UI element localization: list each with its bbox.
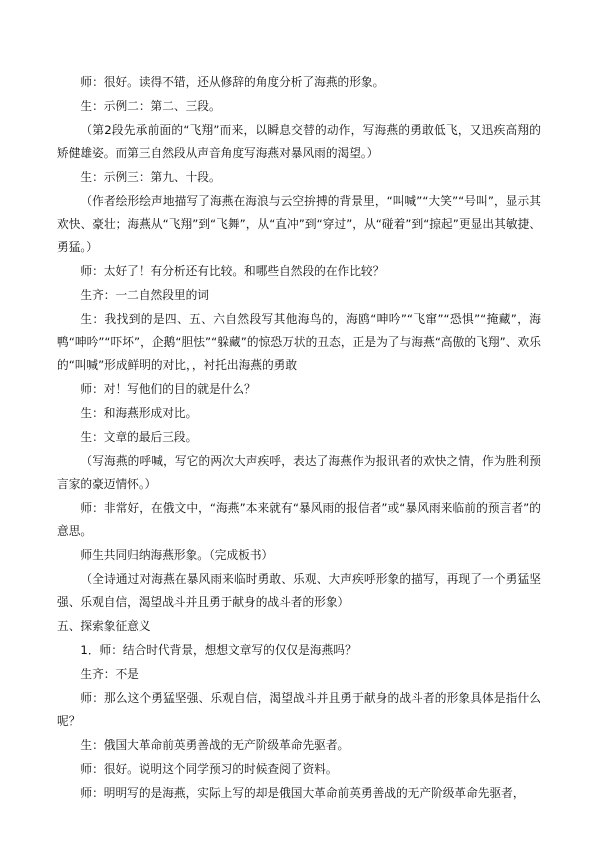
paragraph: 生齐：不是: [80, 667, 139, 681]
paragraph: 生：和海燕形成对比。: [80, 406, 198, 420]
paragraph: 师：非常好，在俄文中，“海燕”本来就有“暴风雨的报信者”或“暴风雨来临前的预言者”的意思。: [57, 501, 541, 538]
paragraph: 1．师：结合时代背景，想想文章写的仅仅是海燕吗？: [80, 643, 357, 657]
paragraph: （第2段先承前面的“飞翔”而来，以瞬息交替的动作，写海燕的勇敢低飞，又迅疾高翔的矫健雄姿。而第三自然段从声音角度写海燕对暴风雨的渴望。）: [57, 123, 541, 160]
paragraph: 师：明明写的是海燕，实际上写的却是俄国大革命前英勇善战的无产阶级革命先驱者，: [80, 786, 525, 800]
paragraph: （写海燕的呼喊，写它的两次大声疾呼，表达了海燕作为报讯者的欢快之情，作为胜利预言家的豪迈情怀。）: [57, 454, 541, 491]
paragraph: （全诗通过对海燕在暴风雨来临时勇敢、乐观、大声疾呼形象的描写，再现了一个勇猛坚强、乐观自信，渴望战斗并且勇于献身的战斗者的形象）: [57, 572, 541, 609]
document-page: [57, 71, 541, 805]
paragraph: （作者绘形绘声地描写了海燕在海浪与云空拚搏的背景里，“叫喊”“大笑”“号叫”，显示其欢快、豪壮；海燕从“飞翔”到“飞舞”，从“直冲”到“穿过”，从“碰着”到“掠起”更显出其敏捷、勇猛。）: [57, 194, 541, 254]
paragraph: 生：俄国大革命前英勇善战的无产阶级革命先驱者。: [80, 738, 350, 752]
paragraph: 师生共同归纳海燕形象。（完成板书）: [80, 548, 274, 562]
paragraph: 生：示例二：第二、三段。: [80, 99, 221, 113]
paragraph: 生：我找到的是四、五、六自然段写其他海鸟的，海鸥“呻吟”“飞窜”“恐惧”“掩藏”，海鸭“呻吟”“吓坏”，企鹅“胆怯”“躲藏”的惊恐万状的丑态，正是为了与海燕“高傲的飞翔”、欢乐的“叫喊”形成鲜明的对比，，衬托出海燕的勇敢: [57, 312, 541, 372]
paragraph: 生：文章的最后三段。: [80, 430, 198, 444]
section-heading: 五、探索象征意义: [57, 619, 151, 633]
paragraph: 师：太好了！有分析还有比较。和哪些自然段的在作比较？: [80, 264, 385, 278]
paragraph: 生齐：一二自然段里的词: [80, 288, 209, 302]
paragraph: 生：示例三：第九、十段。: [80, 170, 221, 184]
paragraph: 师：那么这个勇猛坚强、乐观自信，渴望战斗并且勇于献身的战斗者的形象具体是指什么呢？: [57, 691, 541, 728]
paragraph: 师：很好。读得不错，还从修辞的角度分析了海燕的形象。: [80, 75, 385, 89]
paragraph: 师：对！写他们的目的就是什么？: [80, 382, 256, 396]
paragraph: 师：很好。说明这个同学预习的时候查阅了资料。: [80, 762, 338, 776]
